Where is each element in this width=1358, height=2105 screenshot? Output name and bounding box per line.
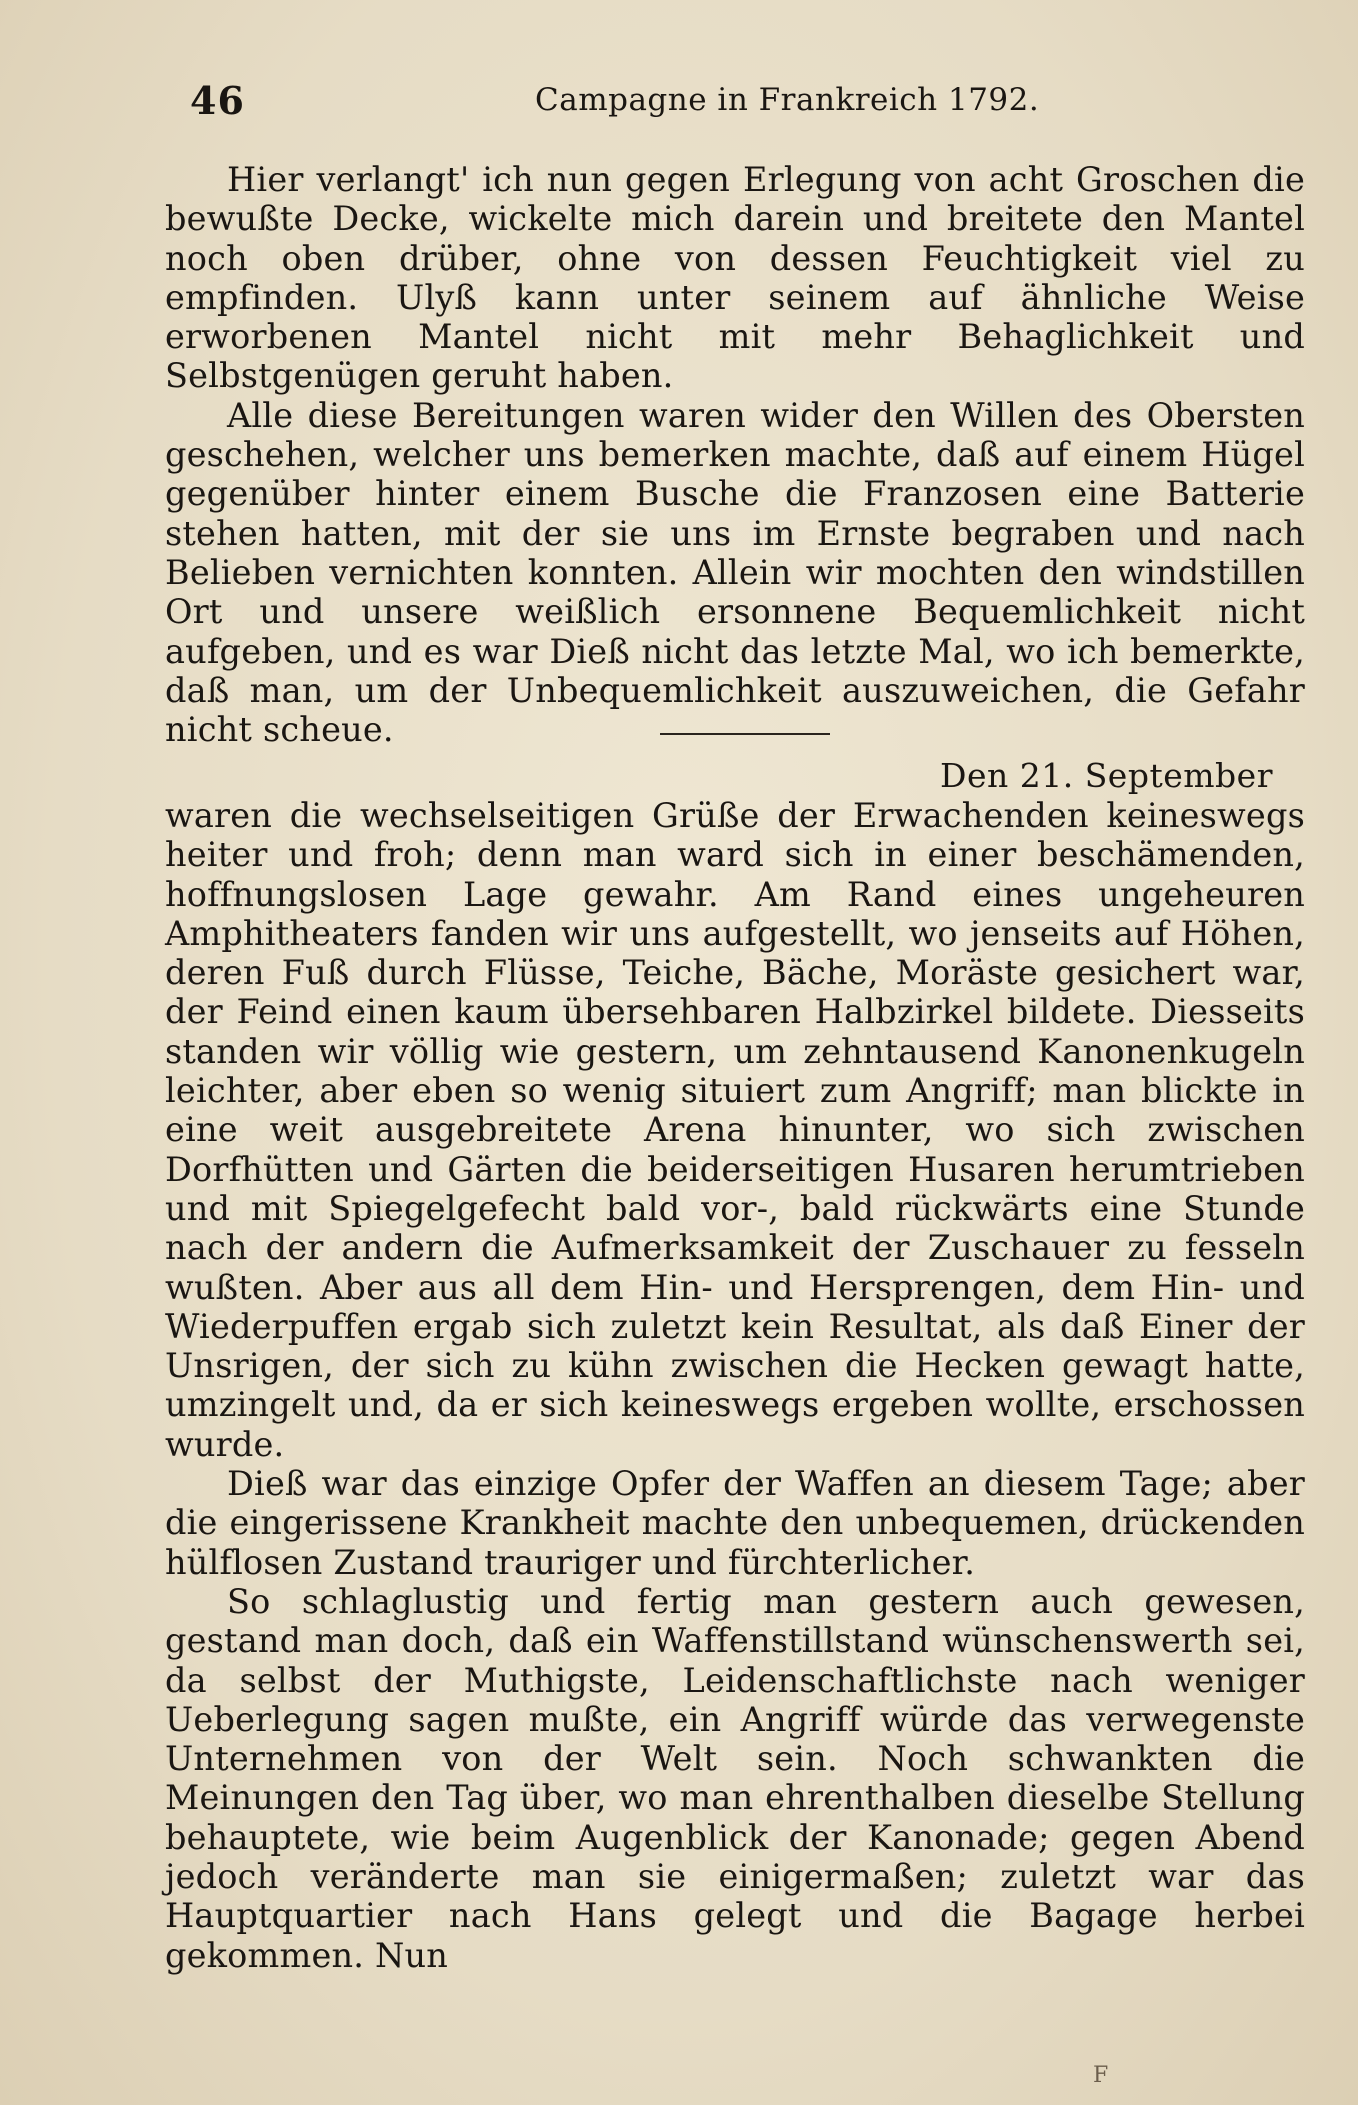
page-number: 46 (190, 78, 245, 123)
running-title: Campagne in Frankreich 1792. (535, 82, 1040, 118)
paragraph: waren die wechselseitigen Grüße der Erwachenden keineswegs heiter und froh; denn man ward sich in einer beschämenden, hoffnungslosen Lage gewahr. Am Rand eines ungeheuren Amphitheaters fanden wir uns aufgestellt, wo jenseits auf Höhen, deren Fuß durch Flüsse, Teiche, Bäche, Moräste gesichert war, der Feind einen kaum übersehbaren Halbzirkel bildete. Diesseits standen wir völlig wie gestern, um zehntausend Kanonenkugeln leichter, aber eben so wenig situiert zum Angriff; man blickte in eine weit ausgebreitete Arena hinunter, wo sich zwischen Dorfhütten und Gärten die beiderseitigen Husaren herumtrieben und mit Spiegelgefecht bald vor-, bald rückwärts eine Stunde nach der andern die Aufmerksamkeit der Zuschauer zu fesseln wußten. Aber aus all dem Hin- und Hersprengen, dem Hin- und Wiederpuffen ergab sich zuletzt kein Resultat, als daß Einer der Unsrigen, der sich zu kühn zwischen die Hecken gewagt hatte, umzingelt und, da er sich keineswegs ergeben wollte, erschossen wurde. (165, 796, 1305, 1464)
footer-mark: F (1093, 2063, 1109, 2088)
section-divider (660, 733, 830, 735)
paragraph: So schlaglustig und fertig man gestern auch gewesen, gestand man doch, daß ein Waffenstillstand wünschenswerth sei, da selbst der Muthigste, Leidenschaftlichste nach weniger Ueberlegung sagen mußte, ein Angriff würde das verwegenste Unternehmen von der Welt sein. Noch schwankten die Meinungen den Tag über, wo man ehrenthalben dieselbe Stellung behauptete, wie beim Augenblick der Kanonade; gegen Abend jedoch veränderte man sie einigermaßen; zuletzt war das Hauptquartier nach Hans gelegt und die Bagage herbei gekommen. Nun (165, 1581, 1305, 1975)
text-block-lower (165, 796, 1305, 1975)
paragraph: Dieß war das einzige Opfer der Waffen an diesem Tage; aber die eingerissene Krankheit machte den unbequemen, drückenden hülflosen Zustand trauriger und fürchterlicher. (165, 1464, 1305, 1582)
paragraph: Hier verlangt' ich nun gegen Erlegung von acht Groschen die bewußte Decke, wickelte mich darein und breitete den Mantel noch oben drüber, ohne von dessen Feuchtigkeit viel zu empfinden. Ulyß kann unter seinem auf ähnliche Weise erworbenen Mantel nicht mit mehr Behaglichkeit und Selbstgenügen geruht haben. (165, 160, 1305, 396)
running-head (190, 78, 1290, 128)
date-heading: Den 21. September (940, 756, 1273, 795)
text-block-upper (165, 160, 1305, 749)
paragraph: Alle diese Bereitungen waren wider den Willen des Obersten geschehen, welcher uns bemerken machte, daß auf einem Hügel gegenüber hinter einem Busche die Franzosen eine Batterie stehen hatten, mit der sie uns im Ernste begraben und nach Belieben vernichten konnten. Allein wir mochten den windstillen Ort und unsere weißlich ersonnene Bequemlichkeit nicht aufgeben, und es war Dieß nicht das letzte Mal, wo ich bemerkte, daß man, um der Unbequemlichkeit auszuweichen, die Gefahr nicht scheue. (165, 395, 1305, 750)
